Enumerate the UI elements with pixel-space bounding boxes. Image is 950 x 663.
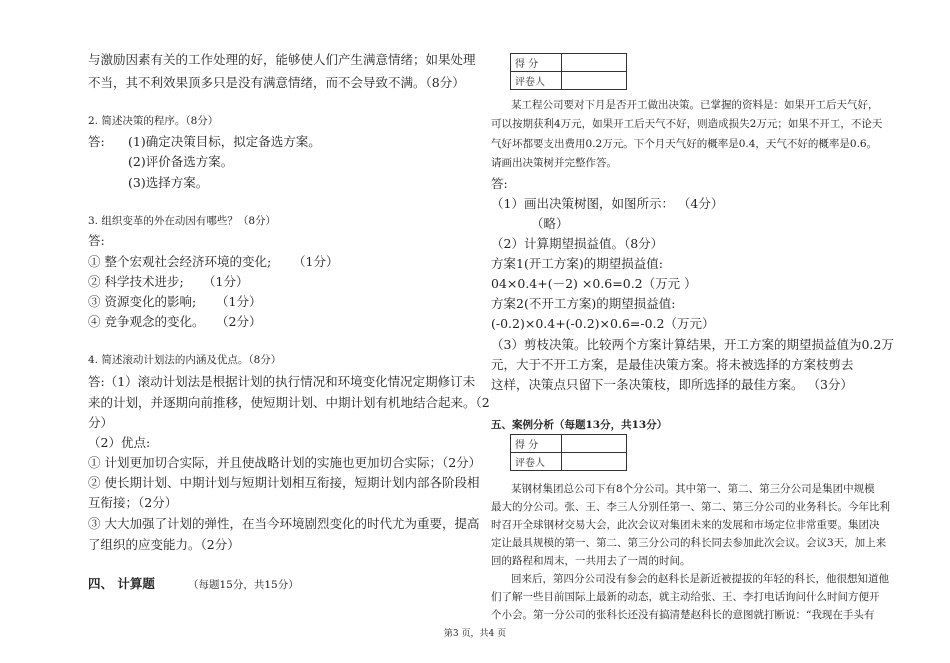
grader-label: 评卷人 [511, 453, 562, 471]
answer-item: (3)选择方案。 [128, 175, 209, 190]
score-label: 得 分 [511, 435, 562, 453]
answer-line: 分） [88, 415, 114, 430]
answer-label: 答: [88, 233, 105, 248]
score-box [510, 53, 627, 90]
score-box [510, 434, 627, 471]
case-line: 时召开全球钢材交易大会，此次会议对集团未来的发展和市场定位非常重要。集团决 [491, 519, 880, 531]
answer-line: 方案1(开工方案)的期望损益值: [491, 256, 663, 271]
answer-item: ② 科学技术进步; [88, 274, 184, 289]
answer-line: （2）优点: [88, 435, 151, 450]
answer-line: ② 使长期计划、中期计划与短期计划相互衔接，短期计划内部各阶段相 [88, 475, 480, 490]
problem-line: 请画出决策树并完整作答。 [491, 157, 617, 169]
case-line: 回的路程和周末，一共用去了一周的时间。 [491, 555, 691, 567]
answer-line: （略） [531, 216, 569, 231]
question-2-title: 2. 简述决策的程序。（8分） [88, 115, 219, 127]
answer-line: （2）计算期望损益值。（8分） [491, 236, 664, 251]
answer-item: (1)确定决策目标，拟定备选方案。 [128, 134, 321, 149]
answer-line: 方案2(不开工方案)的期望损益值: [491, 296, 676, 311]
page-footer: 第3 页，共4 页 [443, 629, 507, 639]
grader-cell [562, 453, 627, 471]
answer-score: （1分） [203, 274, 249, 289]
section-4-note: （每题15分，共15分） [188, 579, 299, 591]
answer-line: (-0.2)×0.4+(-0.2)×0.6=-0.2（万元） [491, 316, 715, 331]
grader-label: 评卷人 [511, 72, 562, 90]
score-label: 得 分 [511, 54, 562, 72]
section-5-heading: 五、案例分析（每题13分，共13分） [491, 419, 668, 431]
answer-label: 答: [491, 176, 508, 191]
answer-line: （3）剪枝决策。比较两个方案计算结果，开工方案的期望损益值为0.2万 [491, 337, 894, 352]
answer-item: ③ 资源变化的影响; [88, 294, 197, 309]
answer-line: 来的计划，并逐期向前推移，使短期计划、中期计划有机地结合起来。（2 [88, 395, 490, 410]
problem-line: 可以按期获利4万元，如果开工后天气不好，则造成损失2万元；如果不开工，不论天 [491, 118, 883, 130]
answer-line: 04×0.4+(－2) ×0.6=0.2（万元 ） [491, 276, 697, 291]
grader-cell [562, 72, 627, 90]
answer-line: 答:（1）滚动计划法是根据计划的执行情况和环境变化情况定期修订未 [88, 374, 476, 389]
case-line: 最大的分公司。张、王、李三人分别任第一、第二、第三分公司的业务科长。今年比利 [491, 501, 890, 513]
answer-score: （1分） [216, 294, 262, 309]
problem-line: 某工程公司要对下月是否开工做出决策。已掌握的资料是：如果开工后天气好， [511, 99, 879, 111]
case-line: 回来后，第四分公司没有参会的赵科长是新近被提拔的年轻的科长，他很想知道他 [511, 573, 889, 585]
question-3-title: 3. 组织变革的外在动因有哪些？（8分） [88, 215, 277, 227]
answer-score: （1分） [293, 254, 339, 269]
paragraph-line: 不当，其不利效果顶多只是没有满意情绪，而不会导致不满。（8分） [88, 75, 465, 90]
answer-item: (2)评价备选方案。 [128, 154, 234, 169]
case-line: 们了解一些目前国际上最新的动态，就主动给张、王、李打电话询问什么时间方便开 [491, 591, 880, 603]
answer-line: ① 计划更加切合实际，并且使战略计划的实施也更加切合实际；（2分） [88, 455, 482, 470]
answer-score: （2分） [216, 314, 262, 329]
score-cell [562, 54, 627, 72]
answer-line: 元，大于不开工方案，是最佳决策方案。将未被选择的方案枝剪去 [491, 357, 854, 372]
paragraph-line: 与激励因素有关的工作处理的好，能够使人们产生满意情绪；如果处理 [88, 52, 476, 67]
case-line: 某钢材集团总公司下有8个分公司。其中第一、第二、第三分公司是集团中规模 [511, 483, 875, 495]
score-cell [562, 435, 627, 453]
answer-item: ① 整个宏观社会经济环境的变化; [88, 254, 272, 269]
section-4-heading: 四、 计算题 [88, 576, 155, 591]
answer-line: 这样，决策点只留下一条决策枝，即所选择的最佳方案。 （3分） [491, 377, 853, 392]
case-line: 个小会。第一分公司的张科长还没有搞清楚赵科长的意图就打断说：“我现在手头有 [491, 609, 875, 621]
answer-line: 了组织的应变能力。（2分） [88, 537, 240, 552]
answer-item: ④ 竞争观念的变化。 [88, 314, 205, 329]
problem-line: 气好坏都要支出费用0.2万元。下个月天气好的概率是0.4，天气不好的概率是0.6。 [491, 138, 878, 150]
case-line: 定让最具规模的第一、第二、第三分公司的科长同去参加此次会议。会议3天，加上来 [491, 537, 887, 549]
answer-label: 答: [88, 134, 105, 149]
answer-line: 互衔接；（2分） [88, 495, 178, 510]
answer-line: ③ 大大加强了计划的弹性，在当今环境剧烈变化的时代尤为重要，提高 [88, 516, 480, 531]
question-4-title: 4. 简述滚动计划法的内涵及优点。（8分） [88, 354, 282, 366]
answer-line: （1）画出决策树图，如图所示： （4分） [491, 196, 724, 211]
